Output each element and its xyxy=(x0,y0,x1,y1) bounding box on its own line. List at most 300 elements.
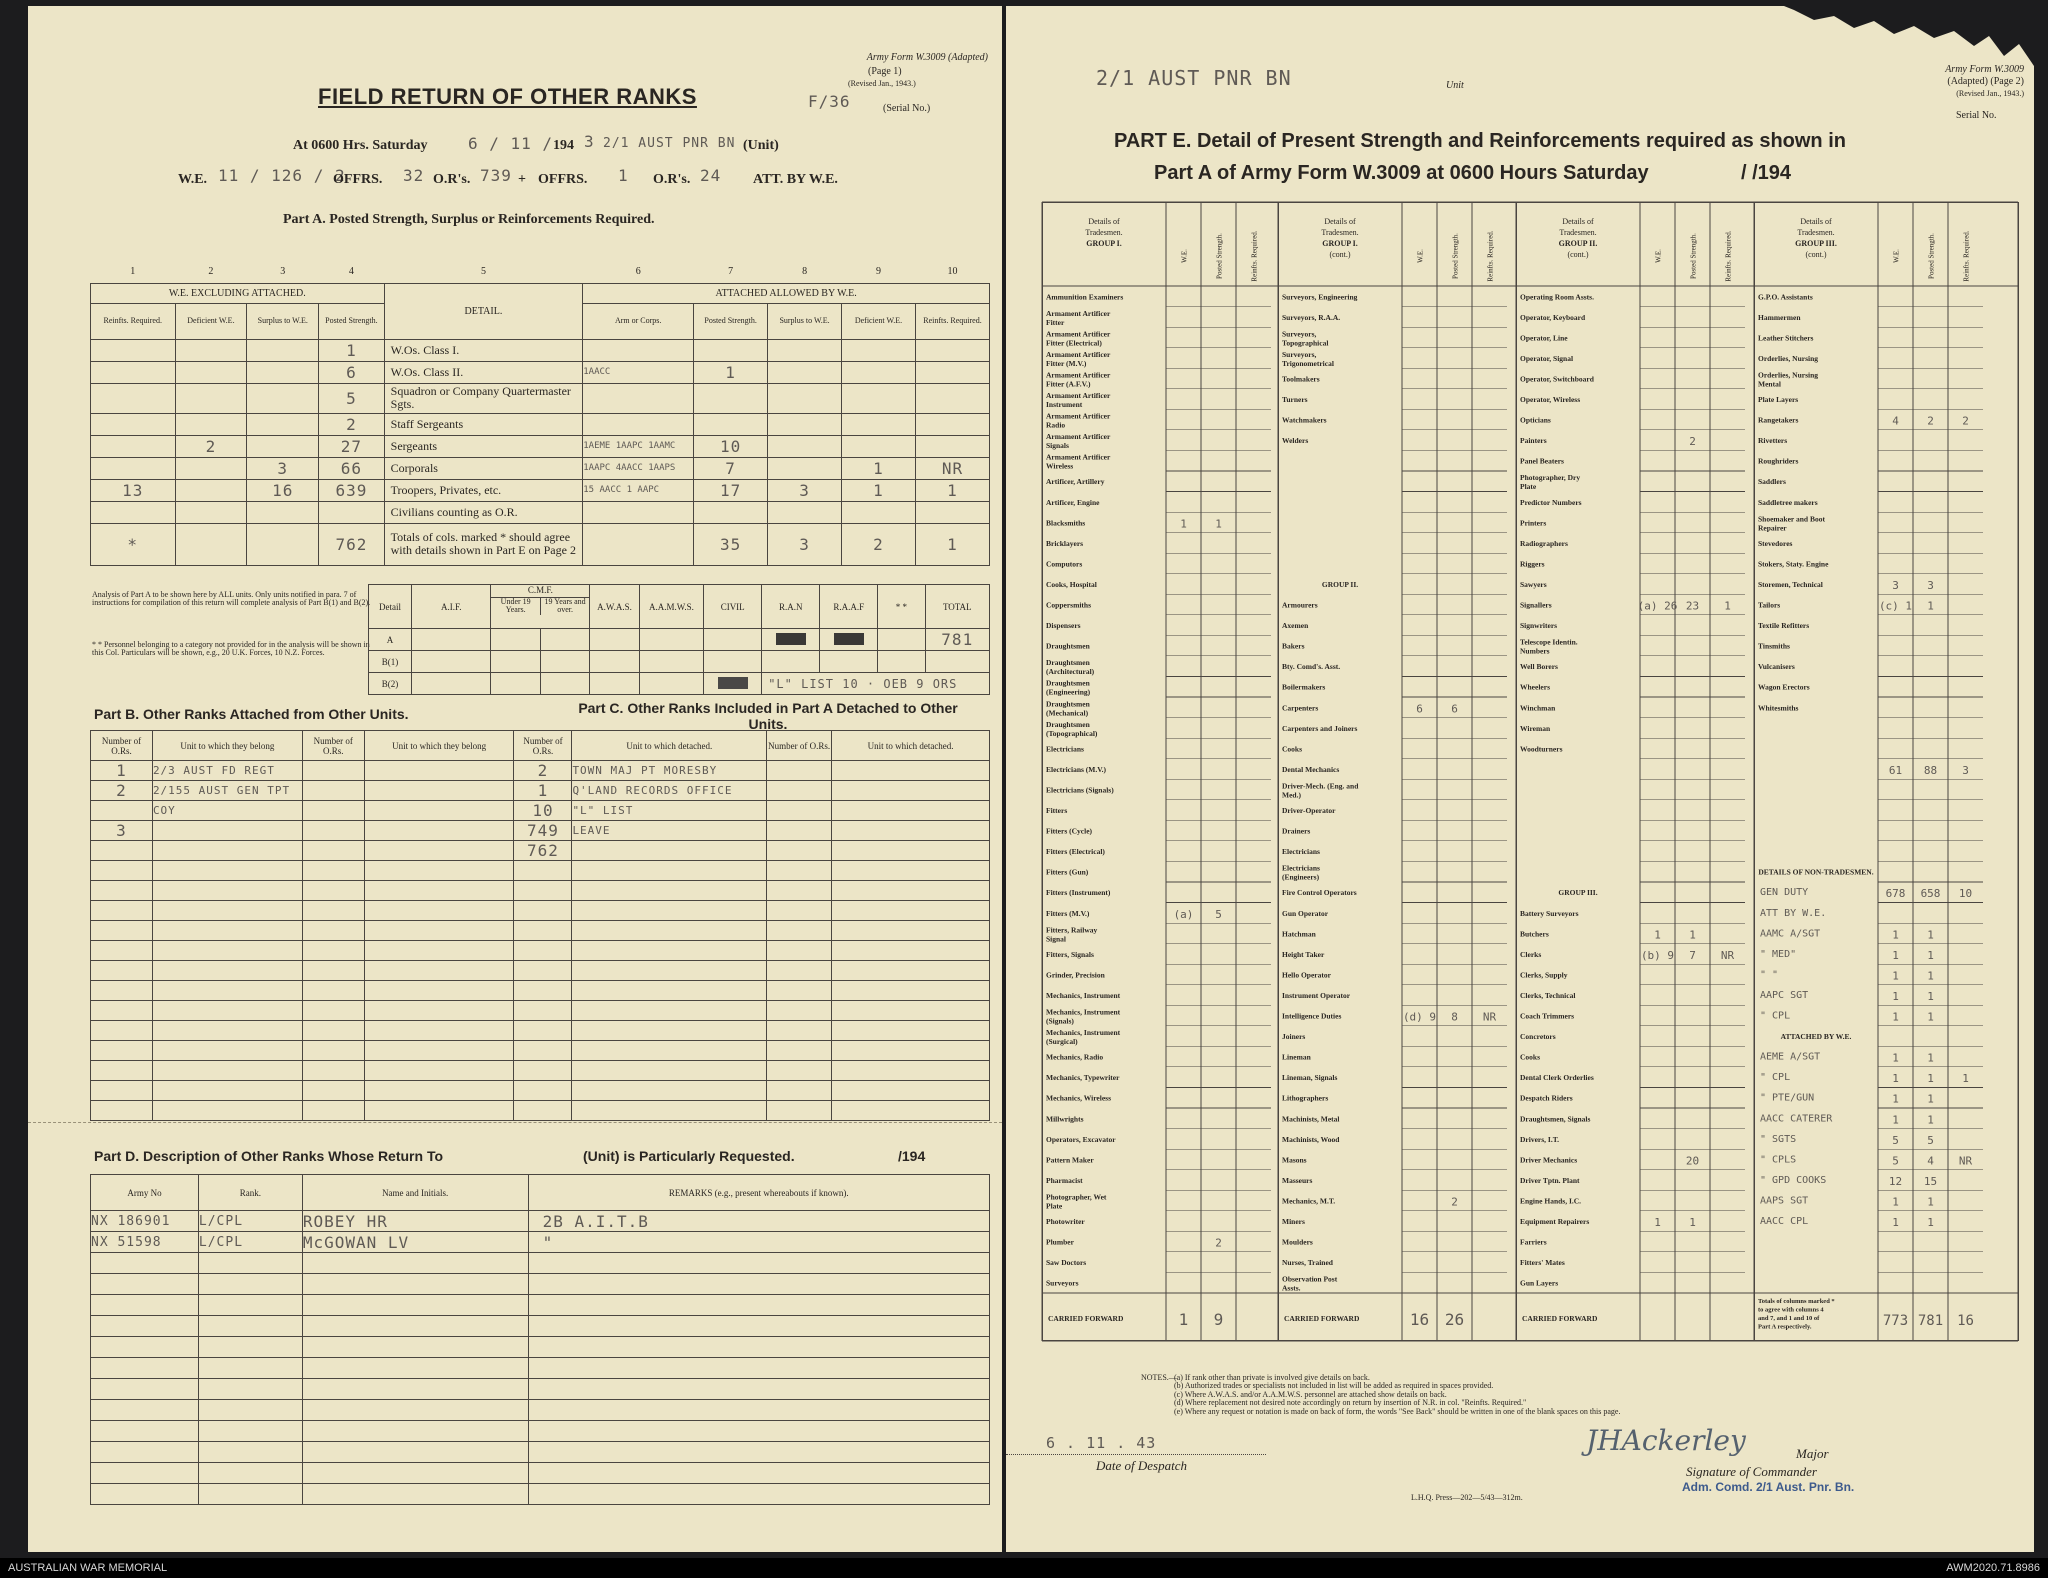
trade-name: Miners xyxy=(1282,1217,1305,1227)
c-num-2 xyxy=(767,941,832,961)
part-bc-row xyxy=(91,881,990,901)
att-surplus-cell: 3 xyxy=(768,523,842,565)
c-head-num: Number of O.Rs. xyxy=(767,731,832,761)
b-unit xyxy=(152,1021,302,1041)
b-num-2 xyxy=(302,921,364,941)
deficient-cell xyxy=(175,413,247,435)
trade-name: Topographical xyxy=(1282,338,1329,348)
b-unit-2 xyxy=(364,941,514,961)
trade-name: Driver-Mech. (Eng. and xyxy=(1282,781,1359,791)
despatch-label: Date of Despatch xyxy=(1096,1458,1187,1473)
att-reinfts-cell xyxy=(915,501,989,523)
c-num-2 xyxy=(767,901,832,921)
b-num-2 xyxy=(302,761,364,781)
trade-name: Stokers, Staty. Engine xyxy=(1758,559,1829,569)
carried-forward-value: 26 xyxy=(1444,1309,1465,1329)
c-num xyxy=(514,1001,572,1021)
trade-name: Radio xyxy=(1046,420,1066,430)
part-a-row xyxy=(91,383,990,413)
b-num-2 xyxy=(302,861,364,881)
att-surplus-cell xyxy=(768,383,842,413)
part-d-row xyxy=(91,1211,990,1232)
remarks xyxy=(528,1337,989,1358)
archive-footer xyxy=(0,1558,2048,1578)
trade-name: Armament Artificer xyxy=(1046,452,1111,462)
reinfts-cell xyxy=(91,413,176,435)
trade-name: Repairer xyxy=(1758,523,1787,533)
ana-row-label: A xyxy=(369,629,412,651)
b-unit xyxy=(152,941,302,961)
we-value: 11 / 126 / 2 xyxy=(218,166,346,185)
trade-name: Vulcanisers xyxy=(1758,662,1795,672)
b-num-2 xyxy=(302,881,364,901)
trade-name: Printers xyxy=(1520,518,1547,528)
b-num: 3 xyxy=(91,821,153,841)
we-label: W.E. xyxy=(178,172,208,187)
trade-name: Dispensers xyxy=(1046,621,1081,631)
c-num-2 xyxy=(767,861,832,881)
form-id: Army Form W.3009 (Adapted) xyxy=(866,52,988,63)
trade-name: Fitters, Railway xyxy=(1046,925,1098,935)
group-heading-line: Details of xyxy=(1562,217,1594,226)
detail-label: Totals of cols. marked * should agree with details shown in Part E on Page 2 xyxy=(384,523,583,565)
note: (e) Where any request or notation is made on back of form, the words "See Back" should be written in one of the blank spaces on this page. xyxy=(1174,1406,1621,1416)
part-a-row xyxy=(91,479,990,501)
strength-value: 1 xyxy=(1927,599,1934,613)
b-unit-2 xyxy=(364,861,514,881)
group-heading-line: GROUP III. xyxy=(1795,239,1837,248)
trade-name: Welders xyxy=(1282,436,1309,446)
archive-name: AUSTRALIAN WAR MEMORIAL xyxy=(8,1562,168,1574)
att-posted-cell: 35 xyxy=(694,523,768,565)
part-bc-row xyxy=(91,901,990,921)
trade-name-hw: " SGTS xyxy=(1760,1133,1797,1145)
form-revised-2: (Revised Jan., 1943.) xyxy=(1956,89,2024,98)
offrs2-label: OFFRS. xyxy=(538,172,588,187)
trade-name: Draughtsmen xyxy=(1046,658,1090,668)
c-unit: TOWN MAJ PT MORESBY xyxy=(572,761,767,781)
c-head-num: Number of O.Rs. xyxy=(514,731,572,761)
att-surplus-cell xyxy=(768,501,842,523)
deficient-cell xyxy=(175,457,247,479)
att-posted-cell xyxy=(694,413,768,435)
trade-name: Mechanics, Typewriter xyxy=(1046,1073,1120,1083)
c-unit xyxy=(572,861,767,881)
c-unit xyxy=(572,901,767,921)
trade-name: Machinists, Wood xyxy=(1282,1134,1340,1144)
strength-value: 1 xyxy=(1927,928,1934,942)
trade-name: Saddlers xyxy=(1758,477,1786,487)
part-a-row xyxy=(91,361,990,383)
b-num-2 xyxy=(302,1001,364,1021)
trade-name: Plate xyxy=(1520,482,1537,492)
name xyxy=(302,1295,528,1316)
reinfts-cell xyxy=(91,383,176,413)
att-reinfts-cell xyxy=(915,383,989,413)
b-unit xyxy=(152,921,302,941)
posted-cell: 5 xyxy=(319,383,384,413)
posted-cell: 66 xyxy=(319,457,384,479)
reinfts-cell xyxy=(91,435,176,457)
trade-name: Mechanics, Wireless xyxy=(1046,1093,1111,1103)
b-num-2 xyxy=(302,981,364,1001)
group-subheading: GROUP III. xyxy=(1558,888,1598,898)
offrs-label: OFFRS. xyxy=(333,172,383,187)
strength-value: 88 xyxy=(1923,763,1938,777)
strength-value: 1 xyxy=(1927,1092,1934,1106)
col-head: Reinfts. Required. xyxy=(91,303,176,339)
trade-name: Coppersmiths xyxy=(1046,600,1092,610)
remarks xyxy=(528,1421,989,1442)
att-surplus-cell xyxy=(768,361,842,383)
trade-name: Instrument Operator xyxy=(1282,990,1351,1000)
b-num xyxy=(91,1041,153,1061)
c-num xyxy=(514,1021,572,1041)
trade-name: Toolmakers xyxy=(1282,374,1320,384)
b-unit-2 xyxy=(364,1081,514,1101)
detail-label: W.Os. Class I. xyxy=(384,339,583,361)
trade-name: Lineman xyxy=(1282,1052,1311,1062)
trade-name: Roughriders xyxy=(1758,456,1799,466)
col-num: 8 xyxy=(768,261,842,283)
rank: L/CPL xyxy=(198,1211,302,1232)
rank xyxy=(198,1274,302,1295)
c-unit-2 xyxy=(832,801,990,821)
army-no xyxy=(91,1316,199,1337)
trade-name-hw: AACC CPL xyxy=(1760,1216,1809,1228)
att-reinfts-cell xyxy=(915,339,989,361)
c-unit xyxy=(572,1081,767,1101)
trade-name-hw: " CPL xyxy=(1760,1072,1791,1084)
strength-value: 8 xyxy=(1451,1010,1458,1024)
trade-name: (Engineers) xyxy=(1282,872,1320,882)
c-head-detached: Unit to which detached. xyxy=(572,731,767,761)
strength-value: 1 xyxy=(1892,1092,1899,1106)
deficient-cell: 2 xyxy=(175,435,247,457)
strength-value: 1 xyxy=(1892,969,1899,983)
strength-value: 1 xyxy=(1892,989,1899,1003)
c-num-2 xyxy=(767,1041,832,1061)
b-num-2 xyxy=(302,961,364,981)
totals-note: and 7, and 1 and 10 of xyxy=(1758,1314,1820,1322)
c-num-2 xyxy=(767,1021,832,1041)
detail-label: W.Os. Class II. xyxy=(384,361,583,383)
rank xyxy=(198,1442,302,1463)
trade-name: Gun Layers xyxy=(1520,1278,1559,1288)
remarks xyxy=(528,1484,989,1505)
remarks xyxy=(528,1358,989,1379)
unit-handwritten: 2/1 AUST PNR BN xyxy=(1096,66,1292,90)
trade-name: Plate Layers xyxy=(1758,395,1799,405)
strength-value: 1 xyxy=(1892,928,1899,942)
group-heading-line: Tradesmen. xyxy=(1085,228,1123,237)
surplus-cell xyxy=(247,361,319,383)
rank xyxy=(198,1316,302,1337)
trade-name: Saddletree makers xyxy=(1758,497,1818,507)
trade-name: Storemen, Technical xyxy=(1758,579,1823,589)
b-num xyxy=(91,901,153,921)
name xyxy=(302,1337,528,1358)
trade-name: Leather Stitchers xyxy=(1758,333,1814,343)
b-unit xyxy=(152,1061,302,1081)
trade-name: Plate xyxy=(1046,1201,1063,1211)
c-num-2 xyxy=(767,821,832,841)
c-num-2 xyxy=(767,961,832,981)
reinfts-cell xyxy=(91,501,176,523)
att-reinfts-cell: 1 xyxy=(915,479,989,501)
part-bc-row xyxy=(91,981,990,1001)
serial-label: (Serial No.) xyxy=(883,103,931,114)
serial-label-2: Serial No. xyxy=(1956,110,1997,121)
b-unit-2 xyxy=(364,1101,514,1121)
strength-value: 1 xyxy=(1927,948,1934,962)
trade-name: Fitter xyxy=(1046,317,1065,327)
trade-name: (Surgical) xyxy=(1046,1037,1078,1047)
c-unit-2 xyxy=(832,881,990,901)
c-unit-2 xyxy=(832,901,990,921)
rank: L/CPL xyxy=(198,1232,302,1253)
trade-name: Blacksmiths xyxy=(1046,518,1086,528)
trade-name: Hello Operator xyxy=(1282,970,1331,980)
b-num xyxy=(91,1021,153,1041)
trade-name: Plumber xyxy=(1046,1237,1074,1247)
part-d-row xyxy=(91,1253,990,1274)
trade-name: Fitter (M.V.) xyxy=(1046,358,1087,368)
detail-label: Corporals xyxy=(384,457,583,479)
trade-name: Dental Clerk Orderlies xyxy=(1520,1073,1594,1083)
col-head: Posted Strength. xyxy=(694,303,768,339)
trade-name: Electricians (Signals) xyxy=(1046,785,1114,795)
strength-value: 1 xyxy=(1892,1051,1899,1065)
group-heading-line: Details of xyxy=(1324,217,1356,226)
reinfts-cell xyxy=(91,339,176,361)
trade-name: Clerks xyxy=(1520,949,1542,959)
b-num xyxy=(91,1061,153,1081)
b-unit xyxy=(152,961,302,981)
part-bc-row xyxy=(91,1021,990,1041)
trade-name: Telescope Identin. xyxy=(1520,637,1578,647)
posted-cell: 639 xyxy=(319,479,384,501)
strength-value: 3 xyxy=(1927,578,1934,592)
col-num: 9 xyxy=(842,261,916,283)
army-no xyxy=(91,1442,199,1463)
group-heading-line: GROUP II. xyxy=(1558,239,1598,248)
at-line-year: 194 xyxy=(553,138,574,153)
trade-name: Watchmakers xyxy=(1282,415,1327,425)
despatch-date: 6 . 11 . 43 xyxy=(1046,1434,1157,1452)
trade-name-hw: AAPS SGT xyxy=(1760,1195,1809,1207)
trade-name: Draughtsmen xyxy=(1046,719,1090,729)
b-unit: 2/3 AUST FD REGT xyxy=(152,761,302,781)
c-num xyxy=(514,1101,572,1121)
b-num-2 xyxy=(302,1041,364,1061)
attached-group: ATTACHED ALLOWED BY W.E. xyxy=(583,283,990,303)
trade-name: Battery Surveyors xyxy=(1520,908,1579,918)
surplus-cell xyxy=(247,523,319,565)
part-d-row xyxy=(91,1316,990,1337)
name xyxy=(302,1442,528,1463)
trade-name: Armament Artificer xyxy=(1046,349,1111,359)
remarks xyxy=(528,1295,989,1316)
part-e-title-1: PART E. Detail of Present Strength and Reinforcements required as shown in xyxy=(1114,130,1846,152)
strength-value: 678 xyxy=(1885,887,1906,901)
deficient-cell xyxy=(175,383,247,413)
trade-name: Surveyors xyxy=(1046,1278,1079,1288)
part-bc-row xyxy=(91,801,990,821)
group-heading-line: (cont.) xyxy=(1805,250,1827,259)
strength-value: 1 xyxy=(1724,599,1731,613)
strength-value: 2 xyxy=(1215,1236,1222,1250)
part-b-title: Part B. Other Ranks Attached from Other Units. xyxy=(94,706,409,722)
trade-name: Cooks, Hospital xyxy=(1046,579,1097,589)
trade-name: Turners xyxy=(1282,395,1308,405)
strength-value: 1 xyxy=(1654,928,1661,942)
b-head-num: Number of O.Rs. xyxy=(302,731,364,761)
trade-name: Clerks, Supply xyxy=(1520,970,1568,980)
page-2 xyxy=(1006,6,2034,1552)
trade-name: Axemen xyxy=(1282,621,1309,631)
c-unit-2 xyxy=(832,1101,990,1121)
att-deficient-cell xyxy=(842,435,916,457)
d-head-army-no: Army No xyxy=(91,1175,199,1211)
arm-corps-cell xyxy=(583,339,694,361)
trade-name: Fitters xyxy=(1046,806,1068,816)
deficient-cell xyxy=(175,339,247,361)
strength-value: 1 xyxy=(1892,1010,1899,1024)
strength-value: 658 xyxy=(1920,887,1941,901)
reinfts-cell: * xyxy=(91,523,176,565)
trade-name-hw: AEME A/SGT xyxy=(1760,1051,1821,1063)
strength-value: 1 xyxy=(1892,1113,1899,1127)
detail-label: Sergeants xyxy=(384,435,583,457)
c-unit xyxy=(572,921,767,941)
posted-cell: 762 xyxy=(319,523,384,565)
trade-name: Mechanics, Instrument xyxy=(1046,990,1121,1000)
trade-name: Bty. Comd's. Asst. xyxy=(1282,662,1341,672)
c-num xyxy=(514,901,572,921)
trade-name-hw: " MED" xyxy=(1760,948,1797,960)
at-line-prefix: At 0600 Hrs. Saturday xyxy=(293,138,428,153)
rank xyxy=(198,1463,302,1484)
form-page: (Page 1) xyxy=(868,66,902,77)
trade-name: Carpenters and Joiners xyxy=(1282,723,1358,733)
rank xyxy=(198,1421,302,1442)
trade-name: Whitesmiths xyxy=(1758,703,1799,713)
army-no xyxy=(91,1274,199,1295)
strength-value: 5 xyxy=(1215,907,1222,921)
analysis-note-2: * * Personnel belonging to a category not provided for in the analysis will be shown in this Col. Particulars will be shown, e.g., 20 U.K. Forces, 10 N.Z. Forces. xyxy=(92,640,370,658)
trade-name: Surveyors, xyxy=(1282,329,1317,339)
strength-value: 2 xyxy=(1962,414,1969,428)
name xyxy=(302,1400,528,1421)
form-sub-2: (Adapted) (Page 2) xyxy=(1947,76,2024,87)
group-heading-line: GROUP I. xyxy=(1086,239,1122,248)
c-unit: "L" LIST xyxy=(572,801,767,821)
strength-value: 1 xyxy=(1927,1216,1934,1230)
trade-name: Fitter (Electrical) xyxy=(1046,338,1102,348)
trade-name: Butchers xyxy=(1520,929,1549,939)
strength-value: 1 xyxy=(1689,928,1696,942)
c-unit xyxy=(572,1001,767,1021)
trade-name: Operator, Line xyxy=(1520,333,1568,343)
group-heading-line: GROUP I. xyxy=(1322,239,1358,248)
trade-name: Painters xyxy=(1520,436,1547,446)
signature-label: Signature of Commander xyxy=(1686,1464,1817,1479)
part-bc-row xyxy=(91,841,990,861)
col-head: Reinfts. Required. xyxy=(915,303,989,339)
col-num: 7 xyxy=(694,261,768,283)
trade-name: (Engineering) xyxy=(1046,687,1091,697)
trade-name: Draughtsmen xyxy=(1046,641,1090,651)
trade-name: Operators, Excavator xyxy=(1046,1134,1116,1144)
c-unit-2 xyxy=(832,961,990,981)
trade-name: Med.) xyxy=(1282,790,1301,800)
trade-name: Armament Artificer xyxy=(1046,432,1111,442)
strength-value: (d) 9 xyxy=(1402,1010,1437,1024)
rank xyxy=(198,1337,302,1358)
ana-row-label: B(1) xyxy=(369,651,412,673)
c-unit-2 xyxy=(832,761,990,781)
group-heading-line: (cont.) xyxy=(1567,250,1589,259)
part-e-table xyxy=(1006,6,2034,1552)
num-heading: W.E. xyxy=(1180,249,1189,263)
surplus-cell xyxy=(247,413,319,435)
carried-forward-label: CARRIED FORWARD xyxy=(1522,1313,1598,1323)
army-no xyxy=(91,1484,199,1505)
we-excl-group: W.E. EXCLUDING ATTACHED. xyxy=(91,283,385,303)
strength-value: (a) xyxy=(1173,907,1194,921)
posted-cell: 2 xyxy=(319,413,384,435)
c-unit xyxy=(572,1061,767,1081)
trade-name: Rangetakers xyxy=(1758,415,1799,425)
trade-name: Operator, Wireless xyxy=(1520,395,1581,405)
trade-name: Bricklayers xyxy=(1046,538,1084,548)
c-num xyxy=(514,921,572,941)
at-line-unit: 2/1 AUST PNR BN xyxy=(603,136,736,151)
trade-name: Photowriter xyxy=(1046,1217,1085,1227)
trade-name-hw: AAPC SGT xyxy=(1760,989,1809,1001)
trade-name: Signals xyxy=(1046,441,1069,451)
deficient-cell xyxy=(175,361,247,383)
trade-name: Driver Tptn. Plant xyxy=(1520,1175,1580,1185)
part-d-row xyxy=(91,1379,990,1400)
despatch-line xyxy=(1006,1454,1266,1455)
trade-name: Signwriters xyxy=(1520,621,1558,631)
part-bc-row xyxy=(91,961,990,981)
c-unit-2 xyxy=(832,981,990,1001)
posted-cell: 27 xyxy=(319,435,384,457)
c-unit-2 xyxy=(832,1021,990,1041)
c-unit xyxy=(572,961,767,981)
trade-name: Operating Room Assts. xyxy=(1520,292,1594,302)
b-num xyxy=(91,801,153,821)
trade-name: Winchman xyxy=(1520,703,1556,713)
trade-name: Concretors xyxy=(1520,1032,1556,1042)
c-num-2 xyxy=(767,921,832,941)
strength-value: 5 xyxy=(1927,1133,1934,1147)
reinfts-cell xyxy=(91,457,176,479)
carried-forward-value: 16 xyxy=(1409,1309,1430,1329)
att-reinfts-cell xyxy=(915,361,989,383)
strength-value: 20 xyxy=(1685,1154,1700,1168)
c-unit-2 xyxy=(832,861,990,881)
group-heading-line: Details of xyxy=(1800,217,1832,226)
ana-head-over19: 19 Years and over. xyxy=(544,597,586,615)
carried-forward-label: CARRIED FORWARD xyxy=(1048,1313,1124,1323)
b-num-2 xyxy=(302,1061,364,1081)
trade-name: Machinists, Metal xyxy=(1282,1114,1340,1124)
surplus-cell xyxy=(247,339,319,361)
